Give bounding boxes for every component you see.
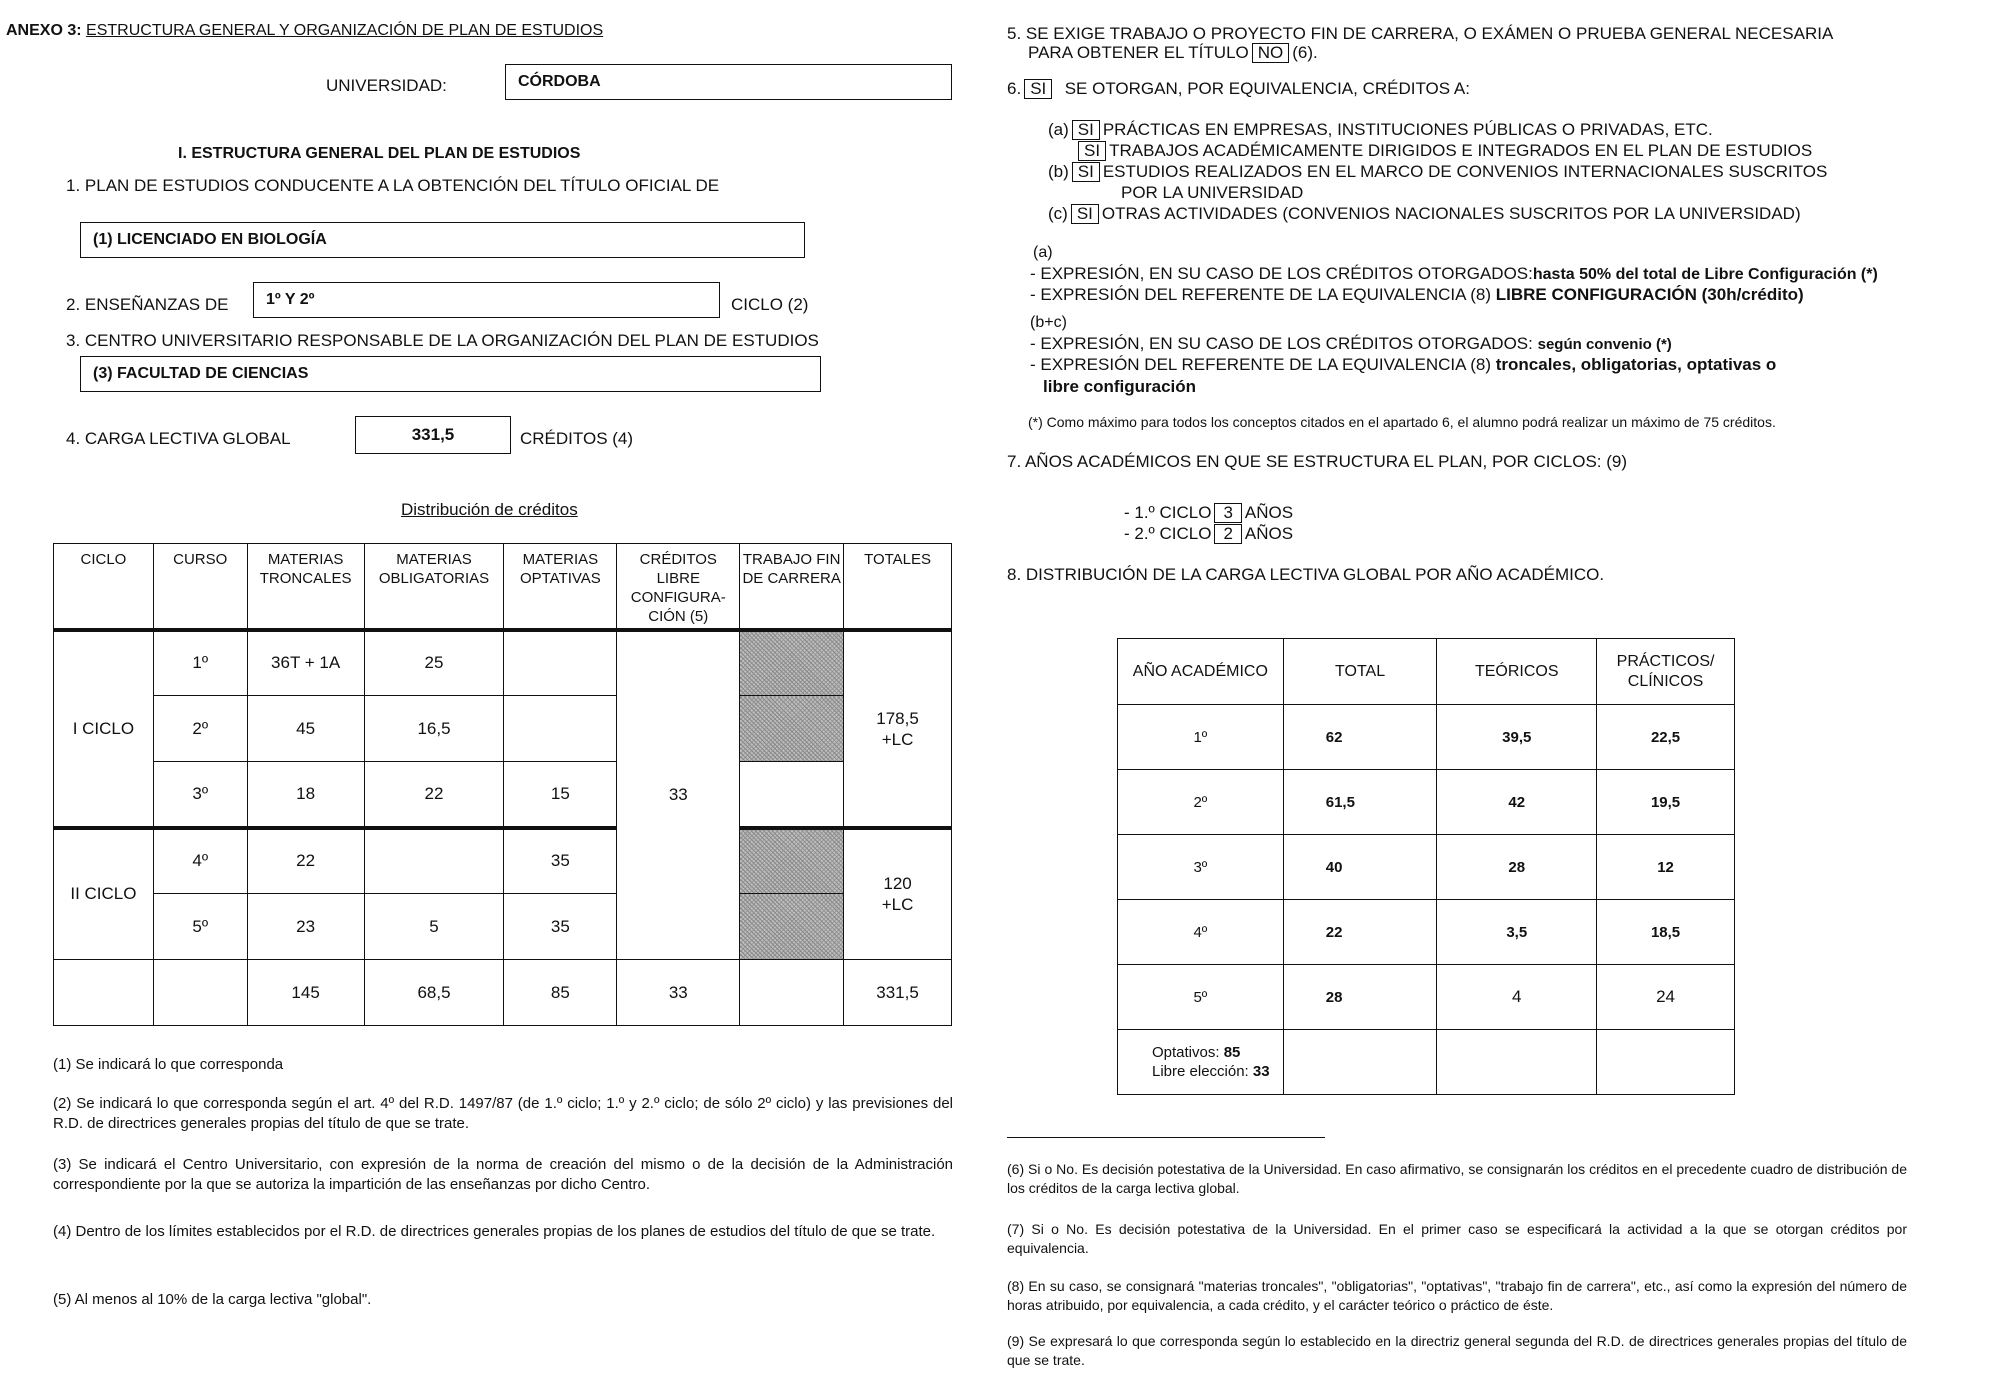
para-bc-line2-text: - EXPRESIÓN DEL REFERENTE DE LA EQUIVALENCIA (8)	[1030, 355, 1492, 374]
summary-empty-cell	[1597, 1030, 1735, 1095]
trabajo-shaded-cell	[740, 696, 844, 762]
sum-libre-cell: 33	[617, 960, 740, 1026]
cycle-1-cell: I CICLO	[54, 630, 154, 828]
total-cell: 22	[1283, 900, 1437, 965]
item6a2-line	[1075, 141, 1812, 161]
item4-label: 4. CARGA LECTIVA GLOBAL	[66, 429, 291, 448]
year-cell: 5º	[1118, 965, 1284, 1030]
item6b-line	[1048, 162, 1827, 182]
item6c-line	[1048, 204, 1801, 224]
item5-line1: 5. SE EXIGE TRABAJO O PROYECTO FIN DE CARRERA, O EXÁMEN O PRUEBA GENERAL NECESARIA	[1007, 24, 1834, 43]
optativas-cell	[504, 630, 617, 696]
curso-cell: 4º	[153, 828, 247, 894]
table-row	[54, 762, 952, 828]
total-cycle1-value: 178,5 +LC	[876, 708, 919, 749]
year-cell: 4º	[1118, 900, 1284, 965]
para-bc-line2-value: troncales, obligatorias, optativas o	[1495, 355, 1777, 374]
libre-line	[1152, 1062, 1282, 1081]
cycles-value: 1º Y 2º	[266, 291, 315, 308]
section-title: I. ESTRUCTURA GENERAL DEL PLAN DE ESTUDIOS	[178, 145, 581, 162]
para-bc-line2	[1030, 355, 1776, 375]
footnote-1: (1) Se indicará lo que corresponda	[53, 1056, 284, 1073]
optativos-line	[1152, 1043, 1282, 1062]
col-header-curso: CURSO	[153, 544, 247, 630]
item6a2-box: SI	[1078, 141, 1106, 161]
trabajo-shaded-cell	[740, 828, 844, 894]
para-bc-line3: libre configuración	[1043, 377, 1197, 396]
item6a2-text: TRABAJOS ACADÉMICAMENTE DIRIGIDOS E INTEGRADOS EN EL PLAN DE ESTUDIOS	[1109, 141, 1813, 160]
item6b-label: (b)	[1048, 162, 1069, 181]
teoricos-cell: 3,5	[1437, 900, 1597, 965]
summary-empty-cell	[1283, 1030, 1437, 1095]
load-value: 331,5	[411, 425, 455, 444]
cycle-2-cell: II CICLO	[54, 828, 154, 960]
para-bc-line1	[1030, 334, 1672, 354]
dist-title: Distribución de créditos	[401, 500, 578, 519]
summary-cell	[1118, 1030, 1284, 1095]
optativas-cell: 35	[504, 894, 617, 960]
para-a-line1	[1030, 264, 1878, 284]
item6-num: 6.	[1007, 79, 1022, 98]
total-cycle2-value: 120 +LC	[881, 874, 914, 915]
col-header-practicos-text: PRÁCTICOS/ CLÍNICOS	[1616, 652, 1715, 690]
item2-label: 2. ENSEÑANZAS DE	[66, 295, 229, 314]
teoricos-cell: 42	[1437, 770, 1597, 835]
practicos-cell: 19,5	[1597, 770, 1735, 835]
obligatorias-cell: 5	[364, 894, 504, 960]
footnote-7: (7) Si o No. Es decisión potestativa de la Universidad. En el primer caso se especificará la actividad a la que se otorgan créditos por equivalencia.	[1007, 1221, 1907, 1256]
item4-suffix: CRÉDITOS (4)	[520, 429, 634, 448]
practicos-cell: 18,5	[1597, 900, 1735, 965]
ciclo2-label: - 2.º CICLO	[1124, 524, 1212, 543]
para-bc-line1-text: - EXPRESIÓN, EN SU CASO DE LOS CRÉDITOS OTORGADOS:	[1030, 334, 1533, 353]
table-row	[54, 696, 952, 762]
sum-curso-cell	[153, 960, 247, 1026]
item6a-text: PRÁCTICAS EN EMPRESAS, INSTITUCIONES PÚBLICAS O PRIVADAS, ETC.	[1102, 120, 1713, 139]
para-bc-line1-value: según convenio (*)	[1537, 336, 1672, 353]
sum-trabajo-cell	[740, 960, 844, 1026]
load-field	[355, 416, 511, 454]
total-cycle1-cell	[844, 630, 952, 828]
libre-value: 33	[1252, 1063, 1270, 1080]
trabajo-shaded-cell	[740, 630, 844, 696]
annex-title: ESTRUCTURA GENERAL Y ORGANIZACIÓN DE PLAN DE ESTUDIOS	[86, 22, 604, 39]
optativas-cell: 15	[504, 762, 617, 828]
item2-suffix: CICLO (2)	[731, 295, 809, 314]
curso-cell: 5º	[153, 894, 247, 960]
table-row	[1118, 835, 1735, 900]
libre-cell: 33	[617, 630, 740, 960]
item6b-line2: POR LA UNIVERSIDAD	[1121, 183, 1304, 202]
item3-label: 3. CENTRO UNIVERSITARIO RESPONSABLE DE LA ORGANIZACIÓN DEL PLAN DE ESTUDIOS	[66, 331, 819, 350]
item6c-label: (c)	[1048, 204, 1068, 223]
table-row	[54, 828, 952, 894]
sum-optativas-cell: 85	[504, 960, 617, 1026]
para-a-line1-value: hasta 50% del total de Libre Configuración (*)	[1532, 266, 1878, 283]
university-value: CÓRDOBA	[518, 73, 601, 90]
table-summary-row	[1118, 1030, 1735, 1095]
col-header-totales: TOTALES	[844, 544, 952, 630]
col-header-total: TOTAL	[1283, 639, 1437, 705]
footnote-divider	[1007, 1137, 1325, 1138]
optativos-value: 85	[1223, 1044, 1241, 1061]
teoricos-cell: 4	[1437, 965, 1597, 1030]
item6a-label: (a)	[1048, 120, 1069, 139]
ciclo2-line	[1124, 524, 1293, 544]
sum-ciclo-cell	[54, 960, 154, 1026]
troncales-cell: 45	[247, 696, 364, 762]
total-cell: 28	[1283, 965, 1437, 1030]
optativas-cell: 35	[504, 828, 617, 894]
ciclo2-years-box: 2	[1214, 524, 1241, 544]
troncales-cell: 36T + 1A	[247, 630, 364, 696]
item5-box: NO	[1252, 43, 1290, 63]
col-header-ano: AÑO ACADÉMICO	[1118, 639, 1284, 705]
footnote-9: (9) Se expresará lo que corresponda según lo establecido en la directriz general segunda del R.D. de directrices generales propias del título de que se trate.	[1007, 1333, 1907, 1368]
curso-cell: 2º	[153, 696, 247, 762]
sum-troncales-cell: 145	[247, 960, 364, 1026]
item6c-box: SI	[1071, 204, 1099, 224]
summary-empty-cell	[1437, 1030, 1597, 1095]
footnote-8: (8) En su caso, se consignará "materias troncales", "obligatorias", "optativas", "trabajo fin de carrera", etc., así como la expresión del número de horas atribuido, por equivalencia, a cada crédito, y el carácter teórico o práctico de éste.	[1007, 1278, 1907, 1313]
footnote-6: (6) Si o No. Es decisión potestativa de la Universidad. En caso afirmativo, se consignarán los créditos en el precedente cuadro de distribución de los créditos de la carga lectiva global.	[1007, 1161, 1907, 1196]
table-row	[1118, 965, 1735, 1030]
sum-total-cell: 331,5	[844, 960, 952, 1026]
footnote-2: (2) Se indicará lo que corresponda según el art. 4º del R.D. 1497/87 (de 1.º ciclo; 1.º y 2.º ciclo; de sólo 2º ciclo) y las previsiones del R.D. de directrices generales propias del título de que se trate.	[53, 1095, 953, 1132]
para-bc-label: (b+c)	[1030, 314, 1067, 331]
item6-line	[1007, 79, 1470, 99]
para-a-label: (a)	[1033, 244, 1053, 261]
cycles-field	[253, 282, 720, 318]
teoricos-cell: 39,5	[1437, 705, 1597, 770]
annex-heading	[6, 22, 603, 40]
total-cell: 62	[1283, 705, 1437, 770]
para-a-line2-text: - EXPRESIÓN DEL REFERENTE DE LA EQUIVALENCIA (8)	[1030, 285, 1492, 304]
teoricos-cell: 28	[1437, 835, 1597, 900]
table-row	[1118, 770, 1735, 835]
col-header-libre: CRÉDITOS LIBRE CONFIGURA- CIÓN (5)	[617, 544, 740, 630]
annual-load-table	[1117, 638, 1735, 1095]
col-header-practicos	[1597, 639, 1735, 705]
footnote-3: (3) Se indicará el Centro Universitario, con expresión de la norma de creación del mismo o de la decisión de la Administración correspondiente por la que se autoriza la impartición de las enseñanzas por dicho Centro.	[53, 1156, 953, 1193]
col-header-ciclo: CICLO	[54, 544, 154, 630]
practicos-cell: 24	[1597, 965, 1735, 1030]
ciclo1-label: - 1.º CICLO	[1124, 503, 1212, 522]
year-cell: 1º	[1118, 705, 1284, 770]
table-row	[1118, 900, 1735, 965]
table-header-row	[1118, 639, 1735, 705]
col-header-optativas: MATERIAS OPTATIVAS	[504, 544, 617, 630]
total-cell: 61,5	[1283, 770, 1437, 835]
university-field	[505, 64, 952, 100]
obligatorias-cell: 25	[364, 630, 504, 696]
table-sum-row	[54, 960, 952, 1026]
annex-prefix: ANEXO 3:	[6, 22, 82, 39]
item7-label: 7. AÑOS ACADÉMICOS EN QUE SE ESTRUCTURA EL PLAN, POR CICLOS: (9)	[1007, 452, 1628, 471]
obligatorias-cell: 16,5	[364, 696, 504, 762]
university-label: UNIVERSIDAD:	[326, 76, 447, 95]
table-row	[1118, 705, 1735, 770]
sum-obligatorias-cell: 68,5	[364, 960, 504, 1026]
optativos-label: Optativos:	[1152, 1044, 1220, 1061]
item6a-box: SI	[1072, 120, 1100, 140]
ciclo1-anos: AÑOS	[1244, 503, 1294, 522]
item6b-text: ESTUDIOS REALIZADOS EN EL MARCO DE CONVENIOS INTERNACIONALES SUSCRITOS	[1102, 162, 1828, 181]
table-row	[54, 630, 952, 696]
asterisk-note: (*) Como máximo para todos los conceptos citados en el apartado 6, el alumno podrá realizar un máximo de 75 créditos.	[1028, 414, 1776, 430]
para-a-line2	[1030, 285, 1804, 305]
ciclo1-line	[1124, 503, 1293, 523]
item5-line2	[1028, 43, 1318, 63]
obligatorias-cell: 22	[364, 762, 504, 828]
troncales-cell: 23	[247, 894, 364, 960]
troncales-cell: 22	[247, 828, 364, 894]
item5-suffix: (6).	[1292, 43, 1318, 62]
practicos-cell: 12	[1597, 835, 1735, 900]
para-a-line2-value: LIBRE CONFIGURACIÓN (30h/crédito)	[1495, 285, 1804, 304]
item6-text: SE OTORGAN, POR EQUIVALENCIA, CRÉDITOS A:	[1064, 79, 1470, 98]
footnote-4: (4) Dentro de los límites establecidos por el R.D. de directrices generales propias de los planes de estudios del título de que se trate.	[53, 1223, 936, 1240]
libre-label: Libre elección:	[1152, 1063, 1249, 1080]
trabajo-shaded-cell	[740, 894, 844, 960]
trabajo-cell	[740, 762, 844, 828]
obligatorias-cell	[364, 828, 504, 894]
item6a-line	[1048, 120, 1713, 140]
degree-field	[80, 222, 805, 258]
item6b-box: SI	[1072, 162, 1100, 182]
total-cycle2-cell	[844, 828, 952, 960]
item1-label: 1. PLAN DE ESTUDIOS CONDUCENTE A LA OBTENCIÓN DEL TÍTULO OFICIAL DE	[66, 176, 720, 195]
optativas-cell	[504, 696, 617, 762]
center-value: (3) FACULTAD DE CIENCIAS	[93, 365, 309, 382]
credits-distribution-table	[53, 543, 952, 1026]
item8-label: 8. DISTRIBUCIÓN DE LA CARGA LECTIVA GLOBAL POR AÑO ACADÉMICO.	[1007, 565, 1605, 584]
table-row	[54, 894, 952, 960]
col-header-obligatorias: MATERIAS OBLIGATORIAS	[364, 544, 504, 630]
ciclo1-years-box: 3	[1214, 503, 1241, 523]
practicos-cell: 22,5	[1597, 705, 1735, 770]
center-field	[80, 356, 821, 392]
item6-box: SI	[1024, 79, 1052, 99]
col-header-troncales: MATERIAS TRONCALES	[247, 544, 364, 630]
curso-cell: 1º	[153, 630, 247, 696]
ciclo2-anos: AÑOS	[1244, 524, 1294, 543]
degree-value: (1) LICENCIADO EN BIOLOGÍA	[93, 231, 327, 248]
para-a-line1-text: - EXPRESIÓN, EN SU CASO DE LOS CRÉDITOS OTORGADOS:	[1030, 264, 1533, 283]
item6c-text: OTRAS ACTIVIDADES (CONVENIOS NACIONALES SUSCRITOS POR LA UNIVERSIDAD)	[1101, 204, 1801, 223]
col-header-trabajo: TRABAJO FIN DE CARRERA	[740, 544, 844, 630]
col-header-teoricos: TEÓRICOS	[1437, 639, 1597, 705]
year-cell: 3º	[1118, 835, 1284, 900]
troncales-cell: 18	[247, 762, 364, 828]
curso-cell: 3º	[153, 762, 247, 828]
footnote-5: (5) Al menos al 10% de la carga lectiva "global".	[53, 1291, 372, 1308]
item5-text: PARA OBTENER EL TÍTULO	[1028, 43, 1249, 62]
total-cell: 40	[1283, 835, 1437, 900]
year-cell: 2º	[1118, 770, 1284, 835]
table-header-row	[54, 544, 952, 630]
